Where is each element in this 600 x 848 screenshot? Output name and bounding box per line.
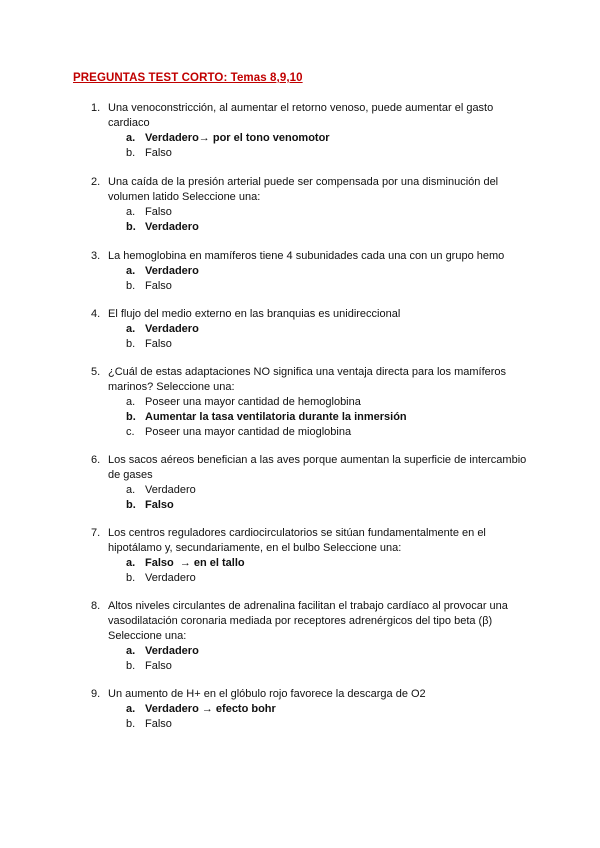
question-number: 5. [91,366,101,378]
question-number: 6. [91,454,101,466]
question-6 [91,453,531,513]
question-2 [91,175,531,235]
question-number: 7. [91,527,101,539]
answer-option-b: b. Falso [126,280,172,292]
question-3 [91,249,531,294]
answer-options [91,483,531,513]
question-text: Los sacos aéreos benefician a las aves porque aumentan la superficie de intercambio de gases [108,454,527,481]
answer-options [91,131,531,161]
question-text: Un aumento de H+ en el glóbulo rojo favorece la descarga de O2 [108,688,426,700]
answer-option-b: b. Falso [126,718,172,730]
question-number: 2. [91,176,101,188]
question-9 [91,687,531,732]
answer-option-b: b. Falso [126,147,172,159]
answer-option-b: b. Falso [126,660,172,672]
question-text: ¿Cuál de estas adaptaciones NO significa una ventaja directa para los mamíferos marinos? Seleccione una: [108,366,507,393]
answer-options [91,264,531,294]
answer-option-b: b. Falso [126,499,174,511]
question-number: 3. [91,250,101,262]
question-number: 8. [91,600,101,612]
answer-option-b: b. Verdadero [126,221,199,233]
question-text: Los centros reguladores cardiocirculatorios se sitúan fundamentalmente en el hipotálamo y, secundariamente, en el bulbo Seleccione una: [108,527,486,554]
question-4 [91,307,531,352]
answer-option-a: a. Falso → en el tallo [126,557,245,569]
answer-option-a: a. Verdadero→ por el tono venomotor [126,132,330,144]
answer-options [91,322,531,352]
answer-options [91,395,531,440]
answer-options [91,702,531,732]
question-text: Altos niveles circulantes de adrenalina facilitan el trabajo cardíaco al provocar una vasodilatación coronaria mediada por receptores adrenérgicos del tipo beta (β) Seleccione una: [108,600,508,642]
question-7 [91,526,531,586]
question-1 [91,101,531,161]
question-text: El flujo del medio externo en las branquias es unidireccional [108,308,401,320]
question-text: Una venoconstricción, al aumentar el retorno venoso, puede aumentar el gasto cardiaco [108,102,494,129]
answer-option-c: c. Poseer una mayor cantidad de mioglobina [126,426,352,438]
answer-option-a: a. Verdadero [126,645,199,657]
answer-option-b: b. Falso [126,338,172,350]
answer-option-a: a. Verdadero [126,265,199,277]
answer-option-a: a. Verdadero → efecto bohr [126,703,276,715]
answer-option-b: b. Aumentar la tasa ventilatoria durante la inmersión [126,411,407,423]
answer-options [91,205,531,235]
question-8 [91,599,531,674]
question-number: 9. [91,688,101,700]
question-text: La hemoglobina en mamíferos tiene 4 subunidades cada una con un grupo hemo [108,250,505,262]
question-5 [91,365,531,440]
answer-option-b: b. Verdadero [126,572,196,584]
question-number: 4. [91,308,101,320]
page-title: PREGUNTAS TEST CORTO: Temas 8,9,10 [73,72,303,84]
answer-option-a: a. Verdadero [126,323,199,335]
answer-option-a: a. Poseer una mayor cantidad de hemoglobina [126,396,361,408]
answer-options [91,644,531,674]
question-text: Una caída de la presión arterial puede ser compensada por una disminución del volumen latido Seleccione una: [108,176,499,203]
answer-options [91,556,531,586]
question-number: 1. [91,102,101,114]
answer-option-a: a. Falso [126,206,172,218]
answer-option-a: a. Verdadero [126,484,196,496]
